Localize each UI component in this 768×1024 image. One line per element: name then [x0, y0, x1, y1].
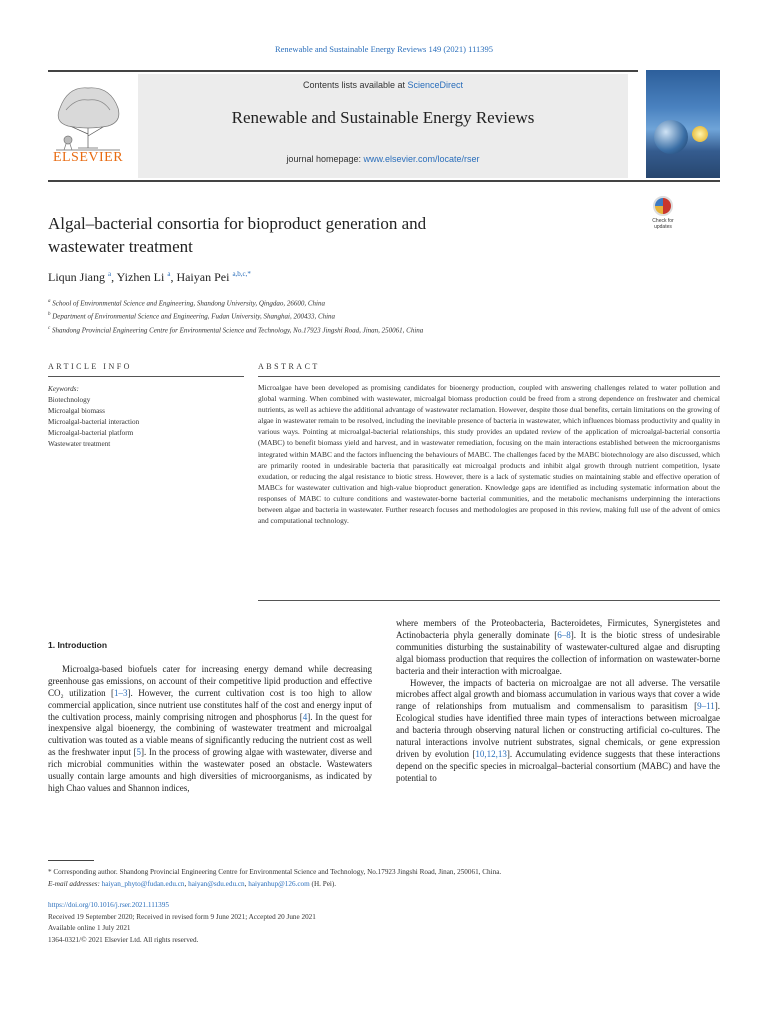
abstract-bottom-rule	[258, 600, 720, 601]
affiliation-item	[48, 323, 728, 336]
affiliation-text: Shandong Provincial Engineering Centre for Environmental Science and Technology, No.17923 Jingshi Road, Jinan, 250061, China	[51, 325, 424, 334]
email-line: E-mail addresses: haiyan_phyto@fudan.edu.cn, haiyan@sdu.edu.cn, haiyanhup@126.com (H. Pei).	[48, 880, 337, 888]
affiliation-text: School of Environmental Science and Engineering, Shandong University, Qingdao, 26600, China	[52, 299, 325, 308]
keyword-item: Microalgal biomass	[48, 407, 105, 415]
journal-cover-image[interactable]	[646, 70, 720, 178]
body-column-right	[396, 618, 720, 785]
email-label: E-mail addresses:	[48, 880, 100, 888]
keyword-item: Biotechnology	[48, 396, 91, 404]
reference-link[interactable]: 4	[302, 711, 308, 722]
body-paragraph	[48, 664, 372, 795]
abstract-heading: ABSTRACT	[258, 362, 320, 371]
journal-title: Renewable and Sustainable Energy Reviews	[231, 108, 535, 127]
reference-link[interactable]: 10,12,13	[475, 748, 507, 759]
check-for-updates-button[interactable]	[646, 196, 680, 232]
header-top-rule	[48, 70, 638, 72]
affiliations	[48, 296, 728, 336]
journal-homepage-link[interactable]: www.elsevier.com/locate/rser	[363, 154, 480, 164]
body-text: ]. Ecological studies have identified three main types of interactions between microalgae and bacteria through observing natural lichen or constructing artificial co-cultures. The natural interactions involve nutrient substrates, signal chemicals, or gene expression driven by evolution [	[396, 701, 720, 759]
check-updates-icon	[653, 196, 673, 216]
affiliation-item	[48, 309, 728, 322]
author-name[interactable]: Haiyan Pei	[176, 270, 230, 284]
available-online: Available online 1 July 2021	[48, 924, 131, 932]
journal-header	[48, 70, 720, 182]
cover-sun-graphic	[692, 126, 708, 142]
footnote-rule	[48, 860, 94, 861]
received-dates: Received 19 September 2020; Received in revised form 9 June 2021; Accepted 20 June 2021	[48, 912, 316, 921]
abstract-text: Microalgae have been developed as promising candidates for bioenergy production, coupled with answering challenges related to water pollution and global warming. When combined with wastewater, microalgal biomass production could be freed from a strong dependence on freshwater and chemical nutrients, as well as achieve the additional advantage of wastewater reclamation. However, despite those dual benefits, certain limitations on the growing of algae in wastewater remain to be resolved, including the inevitable presence of bacteria in wastewater, which influences biomass productivity and quality in various ways. Pointing at microalgal-bacterial relationships, this study provides an updated review of the application of microalgal-bacterial consortia (MABC) to benefit biomass yield and harvest, and in wastewater remediation, focusing on the main interactions established between the microorganisms integrated within MABC and the factors influencing the behaviours of MABC. The challenges faced by the MABC biotechnology are also discussed, which are primarily rooted in undesirable bacteria that parasitically eat microalgal products and inhibit algal growth through nutrient competition, lysate exudation, or reducing the algal resistance to biotic stress. However, there is a lack of systematic studies on maintaining stable and effective operation of MABCs for wastewater cultivation and high-value bioproduct generation. Knowledge gaps are identified as including systematic information about the responses of MABC to culture conditions and wastewater-borne bacterial communities, and the metabolic mechanisms underpinning the interactions between algae and bacteria in wastewater. Further research focuses and methodologies are proposed in this review, making full use of the advent of omics and computational technology.	[258, 383, 720, 526]
body-text: ]. In the quest for inexpensive algal bioenergy, the combining of wastewater treatment and microalgal cultivation was touted as a viable means of significantly reducing the nutrient cost as well as the freshwater input [	[48, 711, 372, 758]
author-name[interactable]: Liqun Jiang	[48, 270, 105, 284]
publication-info	[48, 900, 728, 946]
body-text: ]. In the process of growing algae with wastewater, diverse and rich microbial communities within the wastewater posed an obstacle. Wastewaters usually contain large amounts and high diversities of microorganisms, as indicated by high Chao values and Shannon indices,	[48, 747, 372, 793]
journal-masthead	[138, 74, 628, 178]
email-link[interactable]: haiyan_phyto@fudan.edu.cn	[101, 880, 185, 888]
homepage-line	[138, 154, 628, 164]
reference-link[interactable]: 6–8	[557, 629, 571, 640]
author-affiliation-marker[interactable]: a	[108, 270, 112, 278]
author-list: Liqun Jiang $^a$, Yizhen Li $^a$, Haiyan Pei $^{a,b,c,*}$	[48, 270, 251, 284]
body-text: where members of the Proteobacteria, Bacteroidetes, Firmicutes, Synergistetes and Actinobacteria phyla generally dominate [	[396, 618, 720, 640]
body-text: Microalga-based biofuels cater for increasing energy demand while decreasing greenhouse gas emissions, on account of their competitive lipid production and effective CO₂ utilization [	[48, 663, 372, 698]
email-link[interactable]: haiyanhup@126.com	[248, 880, 310, 888]
author-affiliation-marker[interactable]: a,b,c,*	[232, 270, 251, 278]
body-text: ]. It is the biotic stress of undesirable communities disturbing the sustainability of wastewater-cultured algae and disrupting algal biomass production that requires the collection of information on wastewater-borne bacteria and their interaction with microalgae.	[396, 629, 720, 676]
contents-prefix: Contents lists available at	[302, 80, 408, 90]
article-title-line-2: wastewater treatment	[48, 237, 193, 256]
body-paragraph	[396, 678, 720, 785]
affiliation-text: Department of Environmental Science and Engineering, Fudan University, Shanghai, 200433, China	[52, 312, 336, 321]
affiliation-marker: b	[48, 312, 51, 318]
body-text: However, the impacts of bacteria on microalgae are not all adverse. The versatile microbes affect algal growth and biomass accumulation in various ways that cover a wide range of relationships from mutualism and commensalism to parasitism [	[396, 677, 720, 712]
keyword-item: Microalgal-bacterial interaction	[48, 418, 140, 426]
email-suffix: (H. Pei).	[309, 880, 337, 888]
doi-link[interactable]: https://doi.org/10.1016/j.rser.2021.111395	[48, 901, 169, 909]
article-title-line-1: Algal–bacterial consortia for bioproduct generation and	[48, 214, 427, 233]
keyword-item: Microalgal-bacterial platform	[48, 429, 134, 437]
email-link[interactable]: haiyan@sdu.edu.cn	[188, 880, 245, 888]
corresponding-author-note: * Corresponding author. Shandong Provincial Engineering Centre for Environmental Science and Technology, No.17923 Jingshi Road, Jinan, 250061, China.	[48, 868, 502, 876]
reference-link[interactable]: 1–3	[114, 687, 128, 698]
article-info-heading: ARTICLE INFO	[48, 362, 132, 371]
elsevier-wordmark: ELSEVIER	[52, 150, 124, 165]
contents-line	[138, 80, 628, 90]
cover-globe-graphic	[654, 120, 688, 154]
body-text: ]. Accumulating evidence suggests that these interactions depend on the specific species in microalgal–bacterial consortium (MABC) and have the potential to	[396, 748, 720, 783]
header-bottom-rule	[48, 180, 720, 182]
affiliation-marker: c	[48, 325, 51, 331]
abstract-rule	[258, 376, 720, 377]
reference-link[interactable]: 9–11	[697, 701, 715, 712]
body-column-left	[48, 640, 372, 795]
introduction-heading: 1. Introduction	[48, 640, 108, 650]
body-paragraph	[396, 618, 720, 678]
keywords-block	[48, 384, 244, 450]
homepage-prefix: journal homepage:	[286, 154, 364, 164]
body-text: ]. However, the current cultivation cost is too high to allow commercial application, since nutrient use constitutes half of the cost and energy input of the cultivation process, mainly comprising nitrogen and phosphorus [	[48, 687, 372, 722]
article-info-rule	[48, 376, 244, 377]
sciencedirect-link[interactable]: ScienceDirect	[407, 80, 464, 90]
article-title	[48, 212, 568, 258]
check-updates-label: Check for updates	[652, 218, 674, 230]
author-affiliation-marker[interactable]: a	[167, 270, 171, 278]
keywords-label: Keywords:	[48, 385, 79, 393]
affiliation-item	[48, 296, 728, 309]
keyword-item: Wastewater treatment	[48, 440, 111, 448]
copyright: 1364-0321/© 2021 Elsevier Ltd. All rights reserved.	[48, 935, 199, 944]
reference-link[interactable]: 5	[136, 747, 142, 758]
author-name[interactable]: Yizhen Li	[116, 270, 165, 284]
footnote	[48, 866, 728, 890]
journal-citation-link[interactable]: Renewable and Sustainable Energy Reviews 149 (2021) 111395	[274, 44, 494, 54]
affiliation-marker: a	[48, 299, 51, 304]
